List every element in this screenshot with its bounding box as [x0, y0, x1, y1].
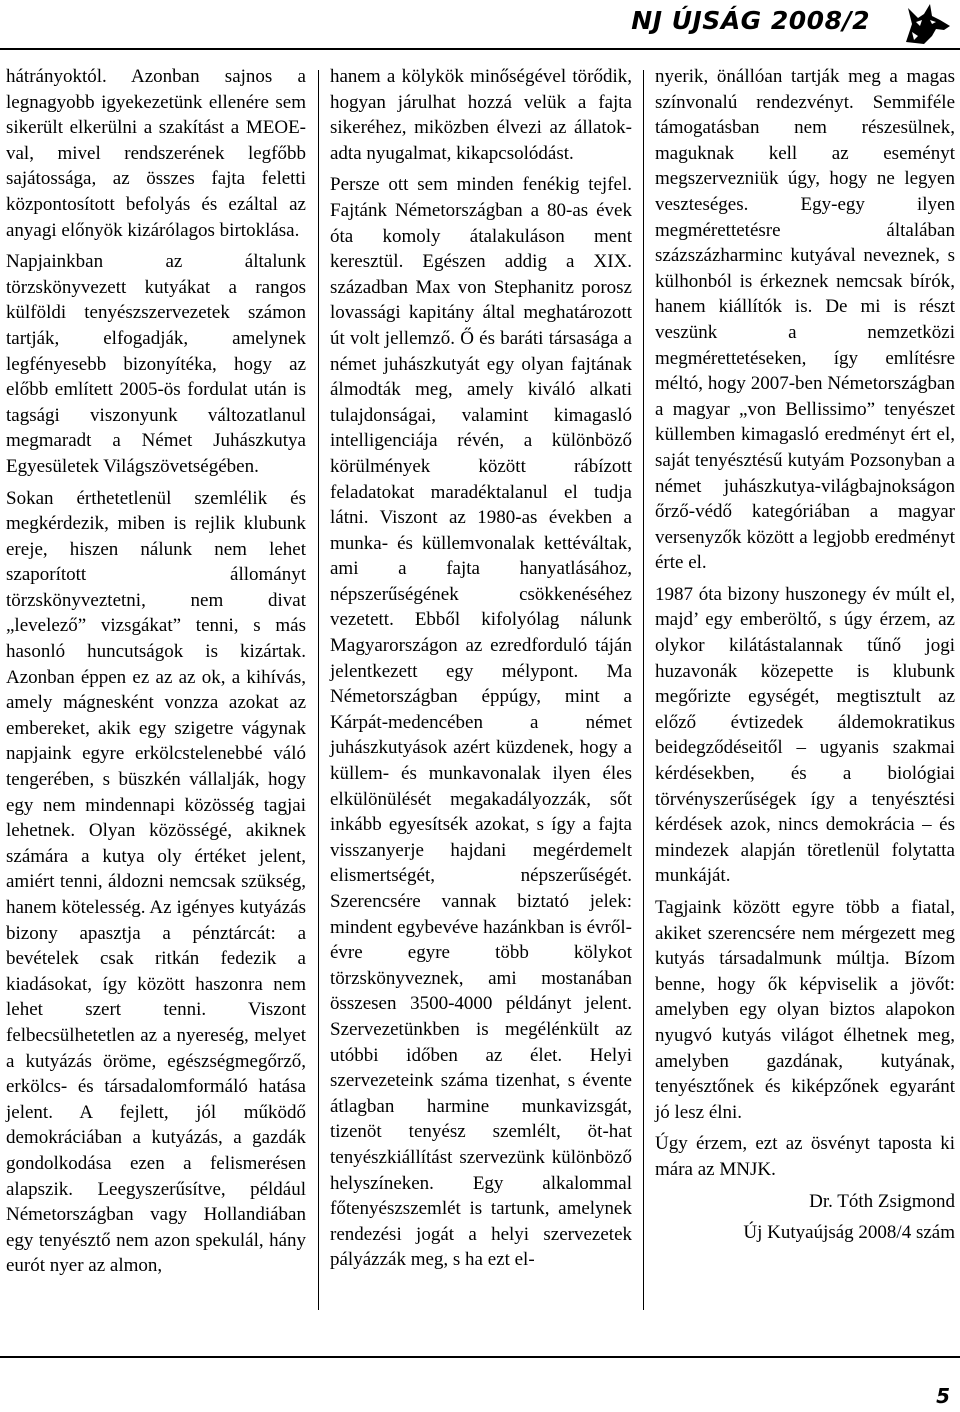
paragraph: 1987 óta bizony huszonegy év múlt el, majd’ egy emberöltő, s úgy érzem, az olykor kilátástalannak tűnő jogi huzavonák közepette is klubunk megőrizte egységét, megtisztult az előző évtizedek áldemokratikus beidegződéseitől – ugyanis szakmai kérdésekben, és a biológiai törvényszerűségek így a tenyésztési kérdések azok, nincs demokrácia – és mindezek alapján töretlenül folytatta munkáját.: [655, 583, 955, 887]
paragraph: hátrányoktól. Azonban sajnos a legnagyobb igyekezetünk ellenére sem sikerült elkerülni a szakítást a MEOE-val, mivel rendszerének legfőbb sajátossága, az összes fajta feletti központosított befolyás és ezáltal az anyagi előnyök kizárólagos birtoklása.: [6, 66, 306, 241]
column-divider: [318, 70, 319, 1310]
paragraph: Úgy érzem, ezt az ösvényt taposta ki mára az MNJK.: [655, 1133, 955, 1180]
author-signature: Dr. Tóth Zsigmond: [809, 1190, 955, 1212]
footer-rule: [0, 1356, 960, 1358]
magazine-header-title: NJ ÚJSÁG 2008/2: [631, 6, 870, 35]
paragraph: Sokan érthetetlenül szemlélik és megkérdezik, miben is rejlik klubunk ereje, hiszen nálunk nem lehet szaporított állományt törzskönyveztetni, nem divat „levelező” vizsgákat” tenni, s más hasonló huncutságok is kizártak. Azonban éppen ez az az ok, a kihívás, amely mágnesként vonzza azokat az embereket, akik egy szigetre vágynak napjaink egyre erkölcstelenebbé váló tengerében, s büszkén vállalják, hogy egy nem mindennapi közösség tagjai lehetnek. Olyan közösségé, akiknek számára a kutya oly értéket jelent, amiért tenni, áldozni nemcsak szükség, hanem kötelesség. Az igényes kutyázás bizony apasztja a pénztárcát: a bevételek csak ritkán fedezik a kiadásokat, így között haszonra nem lehet szert tenni. Viszont felbecsülhetetlen az a nyereség, melyet a kutyázás öröme, egészségmegőrző, erkölcs- és társadalomformáló hatása jelent. A fejlett, jól működő demokráciában a kutyázás, a gazdák gondolkodása ezen a felismerésen alapszik. Leegyszerűsítve, például Németországban vagy Hollandiában egy tenyésztő nem azon spekulál, hány eurót nyer az almon,: [6, 487, 306, 1277]
paragraph: Napjainkban az általunk törzskönyvezett kutyákat a rangos külföldi tenyészszervezetek számon tartják, elfogadják, amelynek legfényesebb bizonyítéka, hogy az előbb említett 2005-ös fordulat után is tagsági viszonyunk változatlanul megmaradt a Német Juhászkutya Egyesületek Világszövetségében.: [6, 251, 306, 477]
source-citation: Új Kutyaújság 2008/4 szám: [743, 1222, 955, 1244]
paragraph: Tagjaink között egyre több a fiatal, akiket szerencsére nem mérgezett meg kutyás társadalmunk múltja. Bízom benne, hogy ők képviselik a jövőt: amelyben egy olyan biztos alapokon nyugvó kutyás világot élhetnek meg, amelyben gazdának, kutyának, tenyésztőnek és kiképzőnek egyaránt jó lesz élni.: [655, 897, 955, 1123]
paragraph: hanem a kölykök minőségével törődik, hogyan járulhat hozzá velük a fajta sikeréhez, miközben élvezi az állatok-adta nyugalmat, kikapcsolódást.: [330, 66, 632, 164]
article-column-2: [330, 64, 632, 1279]
paragraph: nyerik, önállóan tartják meg a magas színvonalú rendezvényt. Semmiféle támogatásban nem részesülnek, maguknak kell az eseményt megszervezniük úgy, hogy ne legyen veszteséges. Egy-egy ilyen megmérettetésre általában százszázharminc kutyával neveznek, s külhonból is érkeznek nemcsak bírók, hanem kiállítók is. De mi is részt veszünk a nemzetközi megmérettetéseken, így említésre méltó, hogy 2007-ben Németországban a magyar „von Bellissimo” tenyészet küllemben kimagasló eredményt ért el, saját tenyésztésű kutyám Pozsonyban a német juhászkutya-világbajnokságon őrző-védő kategóriában a magyar versenyzők között a legjobb eredményt érte el.: [655, 66, 955, 574]
page-number: 5: [936, 1384, 950, 1408]
paragraph: Persze ott sem minden fenékig tejfel. Fajtánk Németországban a 80-as évek óta komoly átalakuláson ment keresztül. Egészen addig a XIX. században Max von Stephanitz porosz lovassági kapitány által meghatározott út volt jellemző. Ő és baráti társasága a német juhászkutyát egy olyan fajtának álmodták meg, amely kiváló alkati tulajdonságai, valamint kimagasló intelligenciája révén, a különböző körülmények között rábízott feladatokat maradéktalanul el tudja látni. Viszont az 1980-as években a munka- és küllemvonalak kettéváltak, ami a fajta hanyatlásához, népszerűségének csökkenéséhez vezetett. Ebből kifolyólag nálunk Magyarországon az ezredforduló táján jelentkezett egy mélypont. Ma Németországban éppúgy, mint a Kárpát-medencében a német juhászkutyások azért küzdenek, hogy a küllem- és munkavonalak ilyen éles elkülönülését megakadályozzák, sőt inkább egyesítsék azokat, s így a fajta visszanyerje hajdani megérdemelt elismertségét, népszerűségét. Szerencsére vannak biztató jelek: mindent egybevéve hazánkban is évről-évre egyre több kölykot törzskönyveznek, ami mostanában összesen 3500-4000 példányt jelent. Szervezetünkben is megélénkült az utóbbi időben az élet. Helyi szervezeteink száma tizenhat, s évente átlagban harmine munkavizsgát, tizenöt tenyész szemlélt, öt-hat tenyészkiállítást szervezünk különböző helyszíneken. Egy alkalommal főtenyészszemlét is tartunk, amelynek rendezési jogát a helyi szervezetek pályázzák meg, s ha ezt el-: [330, 174, 632, 1271]
header-rule: [0, 48, 960, 50]
article-column-1: [6, 64, 306, 1285]
column-divider: [643, 70, 644, 1310]
article-column-3: [655, 64, 955, 1252]
german-shepherd-head-icon: [900, 2, 952, 46]
